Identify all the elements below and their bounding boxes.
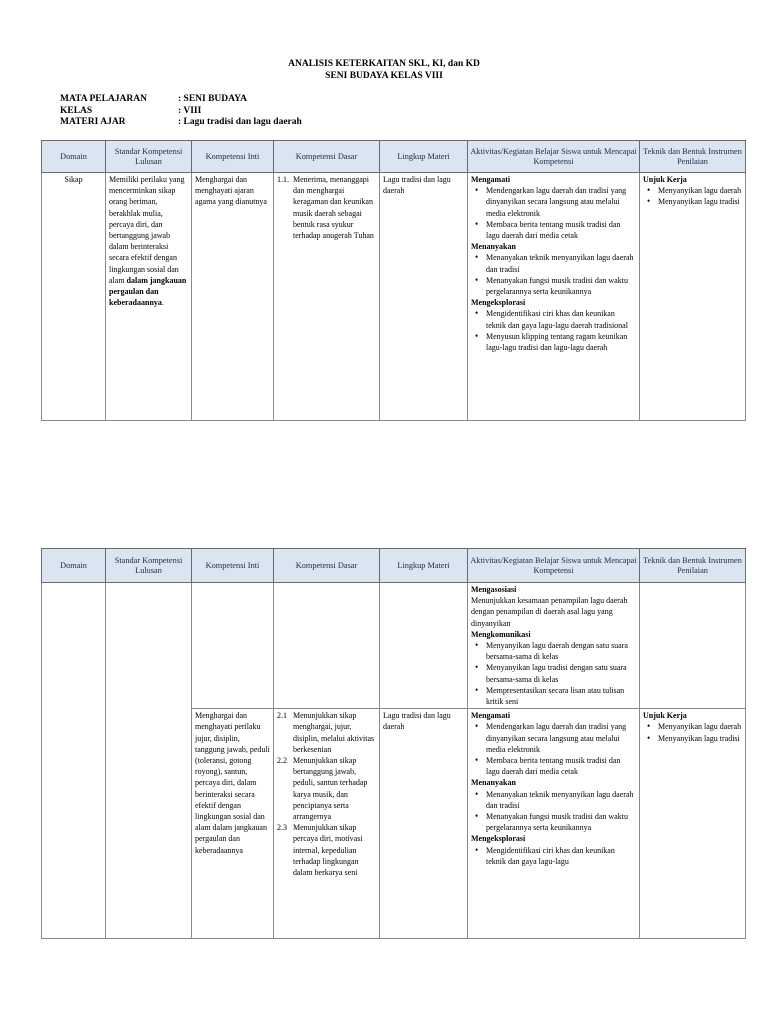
list-item: • Mendengarkan lagu daerah dan tradisi yang dinyanyikan secara langsung atau melalui media elektronik	[486, 185, 636, 219]
header-kd: Kompetensi Dasar	[274, 141, 380, 173]
table-row	[42, 173, 746, 421]
list-item: • Mendengarkan lagu daerah dan tradisi yang dinyanyikan secara langsung atau melalui media elektronik	[486, 721, 636, 755]
activity-heading: Mengeksplorasi	[471, 834, 526, 844]
analysis-table-2	[41, 548, 746, 939]
list-item: • Menyanyikan lagu daerah dengan satu suara bersama-sama di kelas	[486, 640, 636, 662]
activity-heading: Mengamati	[471, 175, 511, 184]
list-item: • Menanyakan teknik menyanyikan lagu daerah dan tradisi	[486, 789, 636, 811]
meta-value: : Lagu tradisi dan lagu daerah	[178, 117, 302, 127]
assessment-heading: Unjuk Kerja	[643, 711, 687, 721]
meta-row-material	[60, 117, 302, 129]
header-materi: Lingkup Materi	[380, 141, 468, 173]
activity-heading: Menanyakan	[471, 778, 516, 788]
skl-cell	[106, 583, 192, 939]
materi-cell	[380, 583, 468, 709]
header-ki: Kompetensi Inti	[192, 549, 274, 583]
kd-item: 2.1 Menunjukkan sikap menghargai, jujur, disiplin, melalui aktivitas berkesenian	[277, 711, 375, 754]
list-item: • Menyusun klipping tentang ragam keunikan lagu-lagu tradisi dan lagu-lagu daerah	[486, 331, 636, 353]
ki-cell	[192, 583, 274, 709]
activity-text: Menunjukkan kesamaan penampilan lagu daerah dengan penampilan di daerah asal lagu yang dinyanyikan	[471, 596, 628, 628]
kd-item: 1.1. Menerima, menanggapi dan menghargai keragaman dan keunikan musik daerah sebagai bentuk rasa syukur terhadap anugerah Tuhan	[277, 175, 374, 241]
meta-row-subject	[60, 94, 302, 106]
kd-item: 2.2 Menunjukkan sikap bertanggung jawab, peduli, santun terhadap karya musik, dan penciptanya serta arrangernya	[277, 756, 368, 822]
meta-label: MATERI AJAR	[60, 117, 126, 127]
table-row	[42, 583, 746, 709]
domain-cell: Sikap	[42, 173, 106, 421]
penilaian-cell	[640, 709, 746, 939]
header-ki: Kompetensi Inti	[192, 141, 274, 173]
document-subtitle: SENI BUDAYA KELAS VIII	[325, 71, 443, 81]
header-materi: Lingkup Materi	[380, 549, 468, 583]
list-item: • Mengidentifikasi ciri khas dan keunikan teknik dan gaya lagu-lagu daerah tradisional	[486, 308, 636, 330]
aktivitas-cell	[468, 709, 640, 939]
kd-item: 2.3 Menunjukkan sikap percaya diri, motivasi internal, kepedulian terhadap lingkungan dalam berkarya seni	[277, 823, 363, 878]
ki-cell: Menghargai dan menghayati perilaku jujur, disiplin, tanggung jawab, peduli (toleransi, gotong royong), santun, percaya diri, dalam berinteraksi secara efektif dengan lingkungan sosial dan alam dalam jangkauan pergaulan dan keberadaannya	[192, 709, 274, 939]
list-item: • Menyanyikan lagu tradisi dengan satu suara bersama-sama di kelas	[486, 662, 636, 684]
assessment-heading: Unjuk Kerja	[643, 175, 687, 184]
meta-value: : SENI BUDAYA	[178, 94, 247, 104]
meta-row-class	[60, 106, 302, 118]
header-aktivitas: Aktivitas/Kegiatan Belajar Siswa untuk Mencapai Kompetensi	[468, 141, 640, 173]
materi-cell: Lagu tradisi dan lagu daerah	[380, 709, 468, 939]
list-item: • Mempresentasikan secara lisan atau tulisan kritik seni	[486, 685, 636, 707]
kd-cell	[274, 709, 380, 939]
header-penilaian: Teknik dan Bentuk Instrumen Penilaian	[640, 141, 746, 173]
list-item: • Menyanyikan lagu daerah	[658, 185, 742, 196]
header-aktivitas: Aktivitas/Kegiatan Belajar Siswa untuk Mencapai Kompetensi	[468, 549, 640, 583]
list-item: • Menanyakan fungsi musik tradisi dan waktu pergelarannya serta keunikannya	[486, 811, 636, 833]
list-item: • Membaca berita tentang musik tradisi dan lagu daerah dari media cetak	[486, 755, 636, 777]
activity-heading: Menanyakan	[471, 242, 516, 252]
list-item: • Menyanyikan lagu tradisi	[658, 733, 742, 744]
kd-cell	[274, 583, 380, 709]
table-header-row	[42, 549, 746, 583]
aktivitas-cell	[468, 173, 640, 421]
activity-heading: Mengamati	[471, 711, 511, 721]
list-item: • Menyanyikan lagu tradisi	[658, 196, 742, 207]
list-item: • Menanyakan teknik menyanyikan lagu daerah dan tradisi	[486, 252, 636, 274]
list-item: • Menanyakan fungsi musik tradisi dan waktu pergelarannya serta keunikannya	[486, 275, 636, 297]
skl-cell: Memiliki perilaku yang mencerminkan sikap orang beriman, berakhlak mulia, percaya diri, dan bertanggung jawab dalam berinteraksi secara efektif dengan lingkungan sosial dan alam dalam jangkauan pergaulan dan keberadaannya.	[106, 173, 192, 421]
header-penilaian: Teknik dan Bentuk Instrumen Penilaian	[640, 549, 746, 583]
list-item: • Menyanyikan lagu daerah	[658, 721, 742, 732]
document-meta	[60, 94, 302, 129]
list-item: • Mengidentifikasi ciri khas dan keunikan teknik dan gaya lagu-lagu	[486, 845, 636, 867]
kd-cell	[274, 173, 380, 421]
activity-heading: Mengeksplorasi	[471, 298, 526, 308]
penilaian-cell	[640, 173, 746, 421]
header-skl: Standar Kompetensi Lulusan	[106, 549, 192, 583]
activity-heading: Mengasosiasi	[471, 585, 517, 594]
table-header-row	[42, 141, 746, 173]
header-kd: Kompetensi Dasar	[274, 549, 380, 583]
meta-label: MATA PELAJARAN	[60, 94, 147, 104]
header-skl: Standar Kompetensi Lulusan	[106, 141, 192, 173]
domain-cell	[42, 583, 106, 939]
list-item: • Membaca berita tentang musik tradisi dan lagu daerah dari media cetak	[486, 219, 636, 241]
meta-label: KELAS	[60, 105, 93, 116]
analysis-table-1	[41, 140, 746, 421]
meta-value: : VIII	[178, 105, 202, 116]
header-domain: Domain	[42, 549, 106, 583]
activity-heading: Mengkomunikasi	[471, 629, 531, 639]
materi-cell: Lagu tradisi dan lagu daerah	[380, 173, 468, 421]
penilaian-cell	[640, 583, 746, 709]
header-domain: Domain	[42, 141, 106, 173]
aktivitas-cell	[468, 583, 640, 709]
ki-cell: Menghargai dan menghayati ajaran agama yang dianutnya	[192, 173, 274, 421]
document-title: ANALISIS KETERKAITAN SKL, KI, dan KD	[288, 59, 480, 69]
